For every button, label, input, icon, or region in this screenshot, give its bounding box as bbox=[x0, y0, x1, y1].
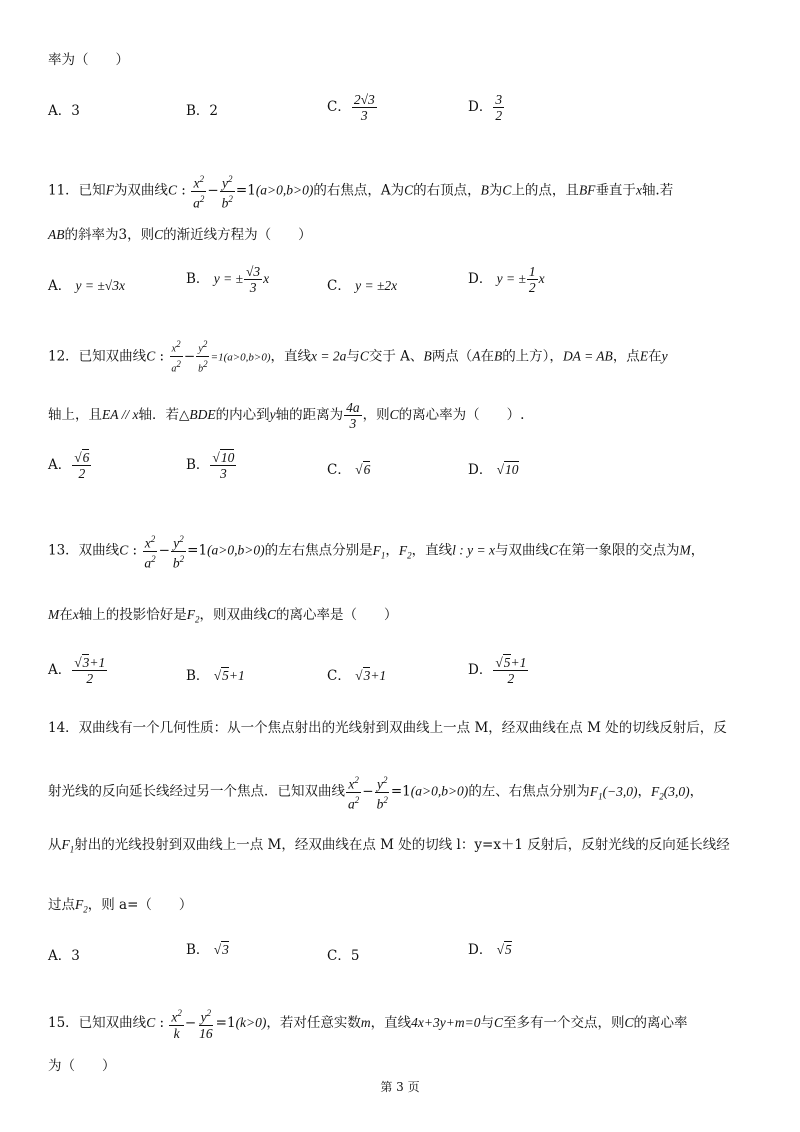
q14-option-a: A．3 bbox=[48, 948, 80, 964]
q11-option-c: C． y = ±2x bbox=[327, 278, 398, 294]
q15-line1: 15．已知双曲线C : $\frac{x^2}{k}$ − $\frac{y^2}{16}$ =1(k>0)，若对任意实数m，直线4x+3y+m=0与C至多有一个交点，则C的离心率 bbox=[48, 1008, 688, 1041]
q11-option-b: B． y = ± $\frac{√3}{3}$ x bbox=[186, 264, 270, 295]
q14-line3: 从$F_1$射出的光线投射到双曲线上一点 M，经双曲线在点 M 处的切线 l：y=x＋1 反射后，反射光线的反向延长线经 bbox=[48, 837, 730, 855]
q14-line1: 14．双曲线有一个几何性质：从一个焦点射出的光线射到双曲线上一点 M，经双曲线在点 M 处的切线反射后，反 bbox=[48, 720, 727, 736]
q12-option-a: A． $\frac{√6}{2}$ bbox=[48, 450, 90, 481]
q10-option-a: A．3 bbox=[48, 103, 80, 119]
q13-option-b: B． √5+1 bbox=[186, 668, 245, 684]
q14-option-c: C．5 bbox=[327, 948, 360, 964]
page-footer: 第 3 页 bbox=[380, 1080, 420, 1094]
q15-line2: 为（ ） bbox=[48, 1058, 116, 1074]
q13-option-a: A． $\frac{√3+1}{2}$ bbox=[48, 655, 106, 686]
q12-option-b: B． $\frac{√10}{3}$ bbox=[186, 450, 235, 481]
q10-stem-tail: 率为（ ） bbox=[48, 52, 129, 68]
q11-option-d: D． y = ± $\frac{1}{2}$ x bbox=[468, 264, 545, 295]
q13-line1: 13．双曲线C : $\frac{x^2}{a^2}$ − $\frac{y^2}{b^2}$ =1(a>0,b>0)的左右焦点分别是$F_1$，$F_2$，直线l : y = x与双曲线C在第一象限的交点为M， bbox=[48, 534, 705, 570]
q14-line2: 射光线的反向延长线经过另一个焦点．已知双曲线 $\frac{x^2}{a^2}$ − $\frac{y^2}{b^2}$ =1(a>0,b>0)的左、右焦点分别为$F_1(-3,0)$，$F_2(3,0)$， bbox=[48, 775, 704, 811]
q13-option-d: D． $\frac{√5+1}{2}$ bbox=[468, 655, 527, 686]
q12-option-c: C． √6 bbox=[327, 462, 371, 478]
q11-option-a: A． y = ±√3x bbox=[48, 278, 125, 294]
q13-line2: M在x轴上的投影恰好是$F_2$，则双曲线C的离心率是（ ） bbox=[48, 607, 398, 625]
q14-line4: 过点$F_2$，则 a=（ ） bbox=[48, 897, 193, 915]
q14-option-b: B． √3 bbox=[186, 942, 229, 958]
q10-option-b: B．2 bbox=[186, 103, 219, 119]
q11-line1: 11．已知F为双曲线C : $\frac{x^2}{a^2}$ − $\frac{y^2}{b^2}$ =1(a>0,b>0)的右焦点，A为C的右顶点，B为C上的点，且BF垂直于x轴.若 bbox=[48, 174, 674, 210]
q13-option-c: C． √3+1 bbox=[327, 668, 387, 684]
q12-option-d: D． √10 bbox=[468, 462, 519, 478]
q10-option-c: C． $\frac{2√3}{3}$ bbox=[327, 92, 375, 123]
q12-line2: 轴上，且EA // x轴．若△BDE的内心到y轴的距离为 $\frac{4a}{3}$ ，则C的离心率为（ ）. bbox=[48, 400, 525, 431]
q14-option-d: D． √5 bbox=[468, 942, 512, 958]
q12-line1: 12．已知双曲线C : $\frac{x^2}{a^2}$ − $\frac{y^2}{b^2}$ =1(a>0,b>0)，直线x = 2a与C交于 A、B两点（A在B的上方），DA = AB，点E在y bbox=[48, 339, 668, 375]
q10-option-d: D． $\frac{3}{2}$ bbox=[468, 92, 503, 123]
q11-line2: AB的斜率为3，则C的渐近线方程为（ ） bbox=[48, 227, 312, 243]
